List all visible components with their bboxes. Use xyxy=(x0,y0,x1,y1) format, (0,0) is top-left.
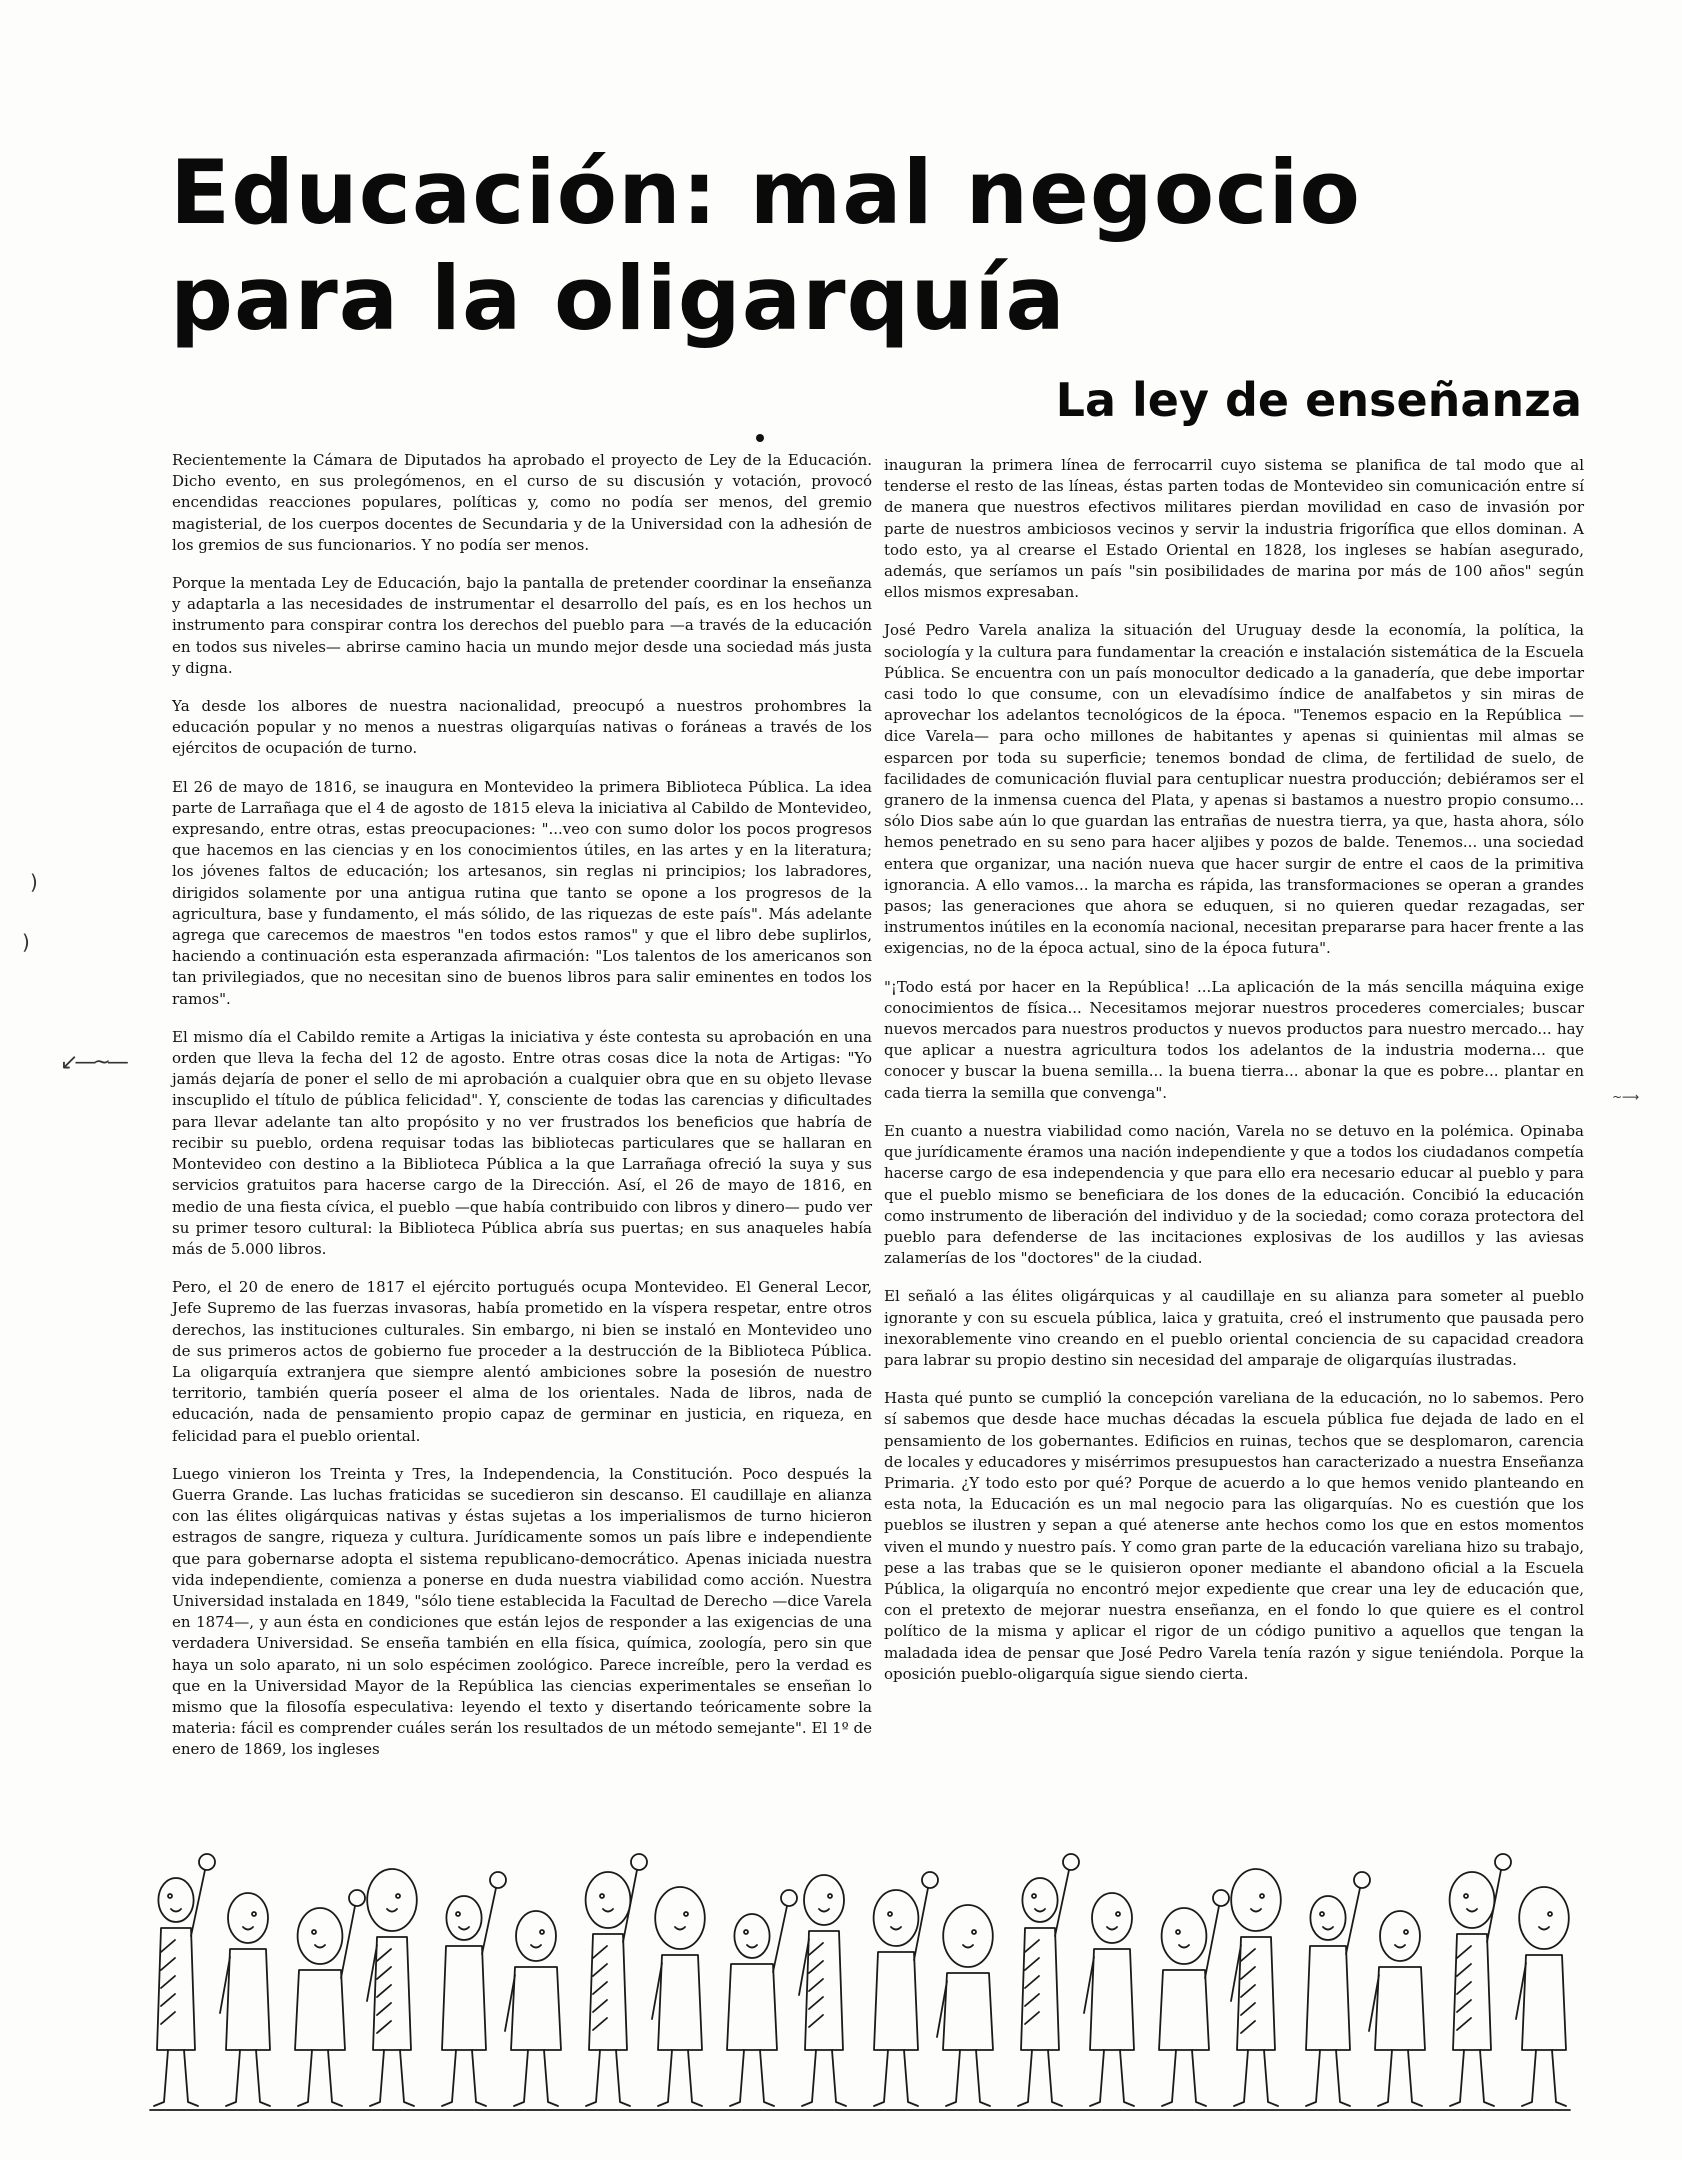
crowd-figure xyxy=(799,1875,846,2106)
crowd-figure xyxy=(1306,1872,1370,2106)
margin-bracket-icon: ) xyxy=(30,870,38,894)
paragraph: "¡Todo está por hacer en la República! ...La aplicación de la más sencilla máquina exige conocimientos de física... Necesitamos mejorar nuestros procederes comerciales; buscar nuevos mercados para nuestros productos y nuevos productos para nuestro mercado... hay que aplicar a nuestra agricultura todos los adelantos de la industria moderna... que conocer y buscar la buena semilla... la buena tierra... abonar la que es pobre... plantar en cada tierra la semilla que convenga". xyxy=(884,977,1584,1102)
crowd-figure xyxy=(1450,1854,1511,2106)
crowd-figure xyxy=(874,1872,938,2106)
paragraph: El 26 de mayo de 1816, se inaugura en Montevideo la primera Biblioteca Pública. La idea parte de Larrañaga que el 4 de agosto de 1815 eleva la iniciativa al Cabildo de Montevideo, expresando, entre otras, estas preocupaciones: "...veo con sumo dolor los pocos progresos que hacemos en las ciencias y en los conocimientos útiles, en las artes y en la literatura; los jóvenes faltos de educación; los artesanos, sin reglas ni principios; los labradores, dirigidos solamente por una antigua rutina que tanto se opone a los progresos de la agricultura, base y fundamento, el más sólido, de las riquezas de este país". Más adelante agrega que carecemos de maestros "en todos estos ramos" y que el libro debe suplirlos, haciendo a continuación esta esperanzada afirmación: "Los talentos de los americanos son tan privilegiados, que no necesitan sino de buenos libros para salir eminentes en todos los ramos". xyxy=(172,777,872,1008)
crowd-figure xyxy=(367,1869,417,2106)
paragraph: Hasta qué punto se cumplió la concepción vareliana de la educación, no lo sabemos. Pero sí sabemos que desde hace muchas décadas la escuela pública fue dejada de lado en el pensamiento de los gobernantes. Edificios en ruinas, techos que se desplomaron, carencia de locales y educadores y misérrimos presupuestos han caracterizado a nuestra Enseñanza Primaria. ¿Y todo esto por qué? Porque de acuerdo a lo que hemos venido planteando en esta nota, la Educación es un mal negocio para las oligarquías. No es cuestión que los pueblos se ilustren y sepan a qué atenerse ante hechos como los que en estos momentos viven el mundo y nuestro país. Y como gran parte de la educación vareliana hizo su trabajo, pese a las trabas que se le quisieron oponer mediante el abandono oficial a la Escuela Pública, la oligarquía no encontró mejor expediente que crear una ley de educación que, con el pretexto de mejorar nuestra enseñanza, en el fondo lo que quiere es el control político de la misma y aplicar el rigor de un código punitivo a aquellos que tengan la maladada idea de pensar que José Pedro Varela tenía razón y sigue teniéndola. Porque la oposición pueblo-oligarquía sigue siendo cierta. xyxy=(884,1389,1584,1683)
margin-scribble-icon: ~⟶ xyxy=(1612,1090,1640,1104)
crowd-figure xyxy=(1231,1869,1281,2106)
headline-line-2: para la oligarquía xyxy=(170,247,1066,350)
margin-bracket-icon: ) xyxy=(22,930,30,954)
crowd-figure xyxy=(652,1887,705,2106)
bullet-dot-icon xyxy=(756,434,764,442)
paragraph: Pero, el 20 de enero de 1817 el ejército portugués ocupa Montevideo. El General Lecor, Jefe Supremo de las fuerzas invasoras, había prometido en la víspera respetar, entre otros derechos, las instituciones culturales. Sin embargo, ni bien se instaló en Montevideo uno de sus primeros actos de gobierno fue proceder a la destrucción de la Biblioteca Pública. La oligarquía extranjera que siempre alentó ambiciones sobre la posesión de nuestro territorio, también quería poseer el alma de los orientales. Nada de libros, nada de educación, nada de pensamiento propio capaz de germinar en justicia, en riqueza, en felicidad para el pueblo oriental. xyxy=(172,1278,872,1445)
paragraph: El mismo día el Cabildo remite a Artigas la iniciativa y éste contesta su aprobación en una orden que lleva la fecha del 12 de agosto. Entre otras cosas dice la nota de Artigas: "Yo jamás dejaría de poner el sello de mi aprobación a cualquier obra que en su objeto llevase inscuplido el título de pública felicidad". Y, consciente de todas las carencias y dificultades para llevar adelante tan alto propósito y no ver frustrados los beneficios que habría de recibir su pueblo, ordena requisar todas las bibliotecas particulares que se hallaran en Montevideo con destino a la Biblioteca Pública a la que Larrañaga ofreció la suya y sus servicios gratuitos para hacerse cargo de la Dirección. Así, el 26 de mayo de 1816, en medio de una fiesta cívica, el pueblo —que había contribuido con libros y dinero— pudo ver su primer tesoro cultural: la Biblioteca Pública abría sus puertas; en sus anaqueles había más de 5.000 libros. xyxy=(172,1027,872,1258)
crowd-figure xyxy=(586,1854,647,2106)
headline-line-1: Educación: mal negocio xyxy=(170,141,1362,244)
crowd-figure xyxy=(1516,1887,1569,2106)
crowd-figure xyxy=(220,1893,270,2106)
subheadline: La ley de enseñanza xyxy=(1055,373,1582,427)
crowd-figure xyxy=(295,1890,365,2106)
paragraph: Luego vinieron los Treinta y Tres, la Independencia, la Constitución. Poco después la Guerra Grande. Las luchas fraticidas se sucedieron sin descanso. El caudillaje en alianza con las élites oligárquicas nativas y éstas sujetas a los imperialismos de turno hicieron estragos de sangre, riqueza y cultura. Jurídicamente somos un país libre e independiente que para gobernarse adopta el sistema republicano-democrático. Apenas iniciada nuestra vida independiente, comienza a ponerse en duda nuestra viabilidad como acción. Nuestra Universidad instalada en 1849, "sólo tiene establecida la Facultad de Derecho —dice Varela en 1874—, y aun ésta en condiciones que están lejos de responder a las exigencias de una verdadera Universidad. Se enseña también en ella física, química, zoología, pero sin que haya un solo aparato, ni un solo espécimen zoológico. Parece increíble, pero la verdad es que en la Universidad Mayor de la República las ciencias experimentales se enseñan lo mismo que la filosofía especulativa: leyendo el texto y disertando teóricamente sobre la materia: fácil es comprender cuáles serán los resultados de un método semejante". El 1º de enero de 1869, los ingleses xyxy=(172,1464,872,1759)
crowd-figure xyxy=(154,1854,215,2106)
paragraph: En cuanto a nuestra viabilidad como nación, Varela no se detuvo en la polémica. Opinaba que jurídicamente éramos una nación independiente y que a todos los ciudadanos competía hacerse cargo de esa independencia y que para ello era necesario educar al pueblo y para que el pueblo mismo se beneficiara de los dones de la educación. Concibió la educación como instrumento de liberación del individuo y de la sociedad; como coraza protectora del pueblo para defenderse de las incitaciones explosivas de los audillos y las aviesas zalamerías de los "doctores" de la ciudad. xyxy=(884,1121,1584,1268)
crowd-figure xyxy=(1018,1854,1079,2106)
crowd-figure xyxy=(505,1911,561,2106)
headline xyxy=(170,140,1470,352)
right-column xyxy=(884,455,1584,1685)
crowd-figure xyxy=(442,1872,506,2106)
left-column xyxy=(172,450,872,1761)
crowd-figure xyxy=(1159,1890,1229,2106)
crowd-illustration xyxy=(140,1840,1580,2120)
paragraph: El señaló a las élites oligárquicas y al caudillaje en su alianza para someter al pueblo ignorante y con su escuela pública, laica y gratuita, creó el instrumento que pausada pero inexorablemente vino creando en el pueblo oriental conciencia de su capacidad creadora para labrar su propio destino sin necesidad del amparaje de oligarquías ilustradas. xyxy=(884,1287,1584,1369)
paragraph: Ya desde los albores de nuestra nacionalidad, preocupó a nuestros prohombres la educación popular y no menos a nuestras oligarquías nativas o foráneas a través de los ejércitos de ocupación de turno. xyxy=(172,697,872,758)
margin-arrow-icon: ↙—~— xyxy=(60,1050,125,1075)
crowd-figure xyxy=(1369,1911,1425,2106)
crowd-figure xyxy=(727,1890,797,2106)
crowd-figure xyxy=(937,1905,993,2106)
paragraph: inauguran la primera línea de ferrocarril cuyo sistema se planifica de tal modo que al tenderse el resto de las líneas, éstas parten todas de Montevideo sin comunicación entre sí de manera que nuestros efectivos militares pierdan movilidad en caso de invasión por parte de nuestros ambiciosos vecinos y servir la industria frigorífica que ellos dominan. A todo esto, ya al crearse el Estado Oriental en 1828, los ingleses se habían asegurado, además, que seríamos un país "sin posibilidades de marina por más de 100 años" según ellos mismos expresaban. xyxy=(884,456,1584,602)
crowd-figure xyxy=(1084,1893,1134,2106)
paragraph: Porque la mentada Ley de Educación, bajo la pantalla de pretender coordinar la enseñanza y adaptarla a las necesidades de instrumentar el desarrollo del país, es en los hechos un instrumento para conspirar contra los derechos del pueblo para —a través de la educación en todos sus niveles— abrirse camino hacia un mundo mejor desde una sociedad más justa y digna. xyxy=(172,574,872,677)
crowd-drawing-icon xyxy=(140,1840,1580,2120)
paragraph: Recientemente la Cámara de Diputados ha aprobado el proyecto de Ley de la Educación. Dicho evento, en sus prolegómenos, en el curso de su discusión y votación, provocó encendidas reacciones populares, políticas y, como no podía ser menos, del gremio magisterial, de los cuerpos docentes de Secundaria y de la Universidad con la adhesión de los gremios de sus funcionarios. Y no podía ser menos. xyxy=(172,451,872,554)
paragraph: José Pedro Varela analiza la situación del Uruguay desde la economía, la política, la sociología y la cultura para fundamentar la creación e instalación sistemática de la Escuela Pública. Se encuentra con un país monocultor dedicado a la ganadería, que debe importar casi todo lo que consume, con un elevadísimo índice de analfabetos y sin miras de aprovechar los adelantos tecnológicos de la época. "Tenemos espacio en la República —dice Varela— para ocho millones de habitantes y apenas si quinientas mil almas se esparcen por toda su superficie; tenemos bondad de clima, de fertilidad de suelo, de facilidades de comunicación fluvial para centuplicar nuestra producción; debiéramos ser el granero de la inmensa cuenca del Plata, y apenas si bastamos a nuestro propio consumo... sólo Dios sabe aún lo que guardan las entrañas de nuestra tierra, ya que, hasta ahora, sólo hemos penetrado en su seno para hacer aljibes y pozos de balde. Tenemos... una sociedad entera que organizar, una nación nueva que hacer surgir de entre el caos de la primitiva ignorancia. A ello vamos... la marcha es rápida, las transformaciones se operan a grandes pasos; las generaciones que ahora se eduquen, si no quieren quedar rezagadas, ser instrumentos inútiles en la economía nacional, necesitan prepararse para hacer frente a las exigencias, no de la época actual, sino de la época futura". xyxy=(884,621,1584,958)
